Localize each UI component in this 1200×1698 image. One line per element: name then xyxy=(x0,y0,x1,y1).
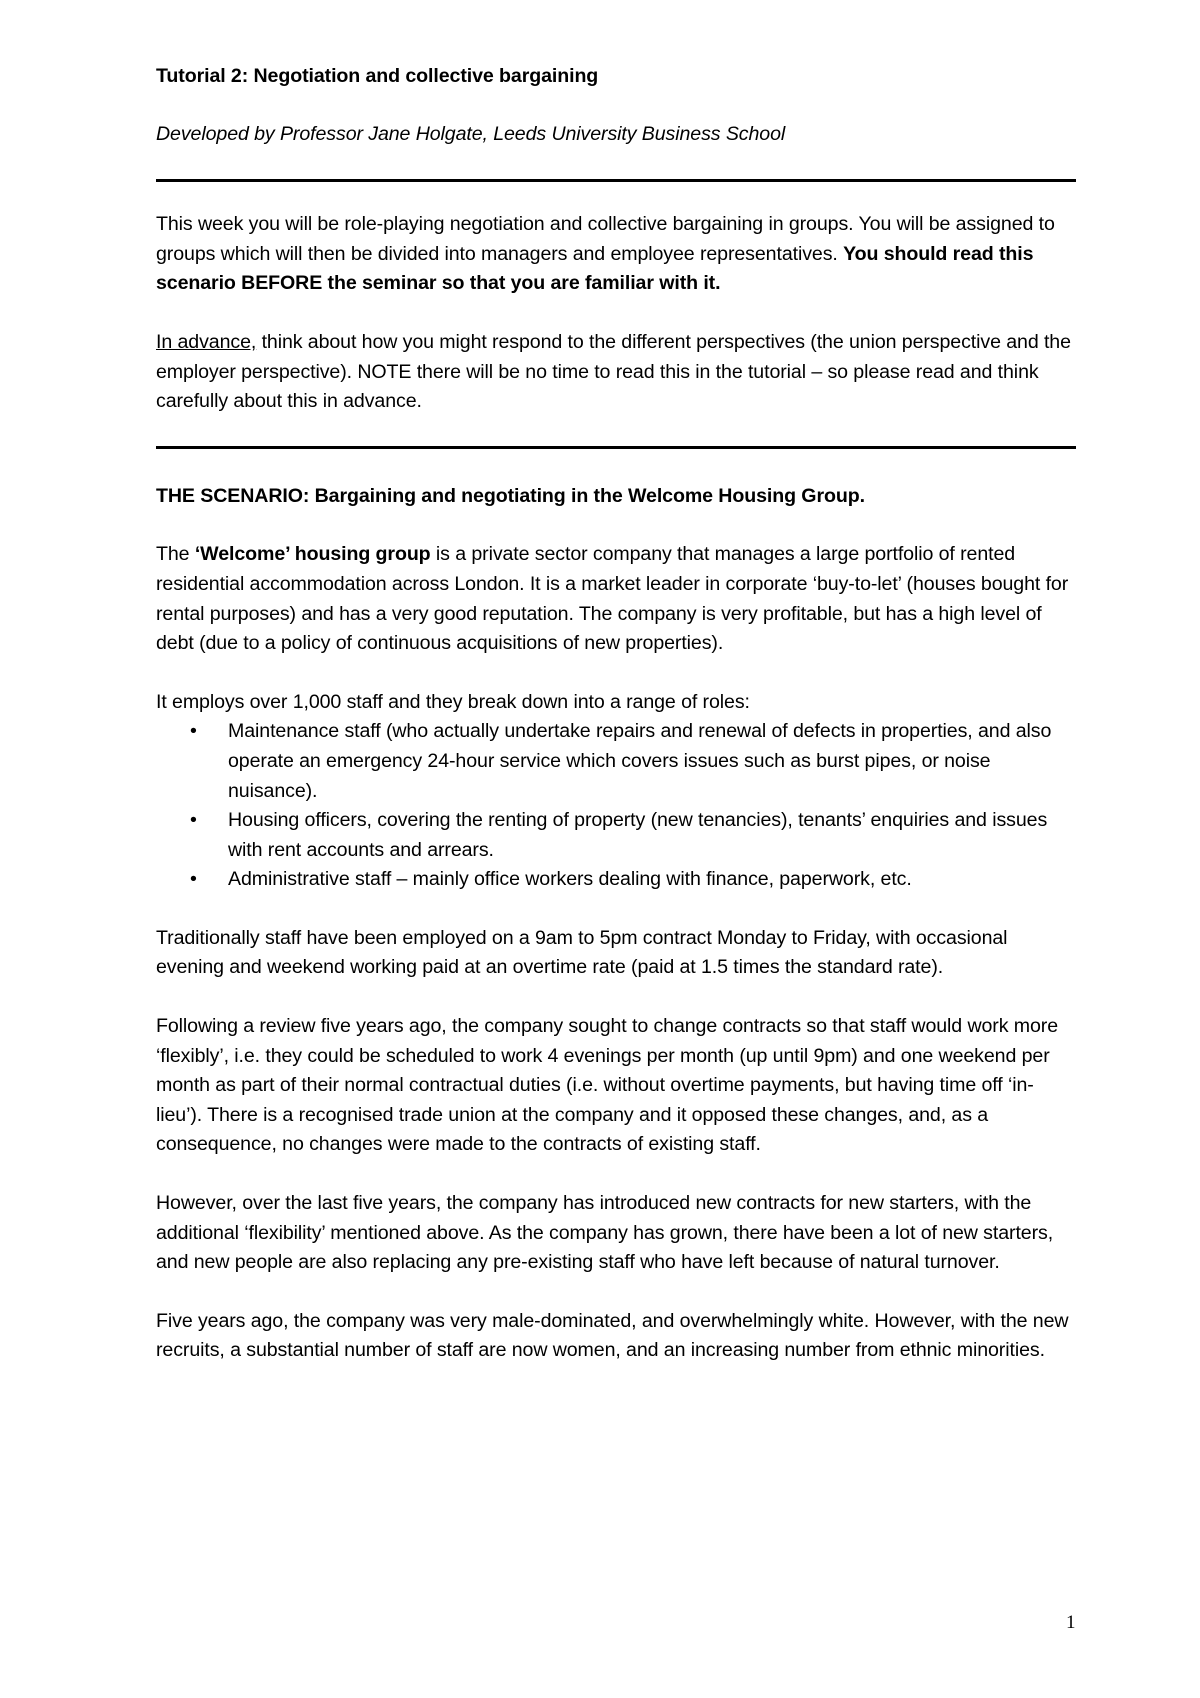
advance-underlined: In advance, xyxy=(156,330,257,353)
paragraph-new-starters: However, over the last five years, the company has introduced new contracts for new starters, with the additional ‘flexibility’ mentioned above. As the company has grown, there have been a lot of new starters, and new people are also replacing any pre-existing staff who have left because of natural turnover. xyxy=(156,1192,1054,1274)
scenario-intro-pre: The xyxy=(156,543,195,566)
bullet-icon: • xyxy=(190,868,197,891)
scenario-intro-post: is a private sector company that manages a large portfolio of rented residential accommodation across London. It is a market leader in corporate ‘buy-to-let’ (houses bought for rental purposes) and has a very good reputation. The company is very profitable, but has a high level of debt (due to a policy of continuous acquisitions of new properties). xyxy=(156,543,1069,655)
paragraph-contracts: Traditionally staff have been employed on a 9am to 5pm contract Monday to Friday, with occasional evening and weekend working paid at an overtime rate (paid at 1.5 times the standard rate). xyxy=(156,926,1008,979)
intro-text: This week you will be role-playing negotiation and collective bargaining in groups. You will be assigned to groups which will then be divided into managers and employee representatives. xyxy=(156,213,1055,265)
intro-paragraph xyxy=(156,210,1076,299)
roles-intro: It employs over 1,000 staff and they break down into a range of roles: xyxy=(156,690,750,713)
paragraph-review: Following a review five years ago, the company sought to change contracts so that staff would work more ‘flexibly’, i.e. they could be scheduled to work 4 evenings per month (up until 9pm) and one weekend per month as part of their normal contractual duties (i.e. without overtime payments, but having time off ‘in-lieu’). There is a recognised trade union at the company and it opposed these changes, and, as a consequence, no changes were made to the contracts of existing staff. xyxy=(156,1015,1059,1156)
advance-paragraph xyxy=(156,328,1076,417)
page-number: 1 xyxy=(1066,1612,1076,1633)
company-name: ‘Welcome’ housing group xyxy=(194,543,431,566)
intro-bold-instruction: You should read this scenario BEFORE the seminar so that you are familiar with it. xyxy=(156,242,1034,295)
page-title: Tutorial 2: Negotiation and collective bargaining xyxy=(156,65,599,87)
bullet-icon: • xyxy=(190,720,197,743)
roles-list xyxy=(156,717,1076,895)
document-body xyxy=(156,62,1076,1366)
list-item-text: Administrative staff – mainly office workers dealing with finance, paperwork, etc. xyxy=(228,868,912,891)
bullet-icon: • xyxy=(190,809,197,832)
list-item-text: Maintenance staff (who actually undertake repairs and renewal of defects in properties, and also operate an emergency 24-hour service which covers issues such as burst pipes, or noise nuisance). xyxy=(228,720,1052,802)
scenario-intro-paragraph xyxy=(156,540,1076,658)
list-item xyxy=(156,865,1076,895)
list-item-text: Housing officers, covering the renting of property (new tenancies), tenants’ enquiries and issues with rent accounts and arrears. xyxy=(228,809,1048,861)
advance-text: think about how you might respond to the different perspectives (the union perspective and the employer perspective). NOTE there will be no time to read this in the tutorial – so please read and think carefully about this in advance. xyxy=(156,330,1071,413)
divider-top xyxy=(156,179,1076,182)
paragraph-demographics: Five years ago, the company was very male-dominated, and overwhelmingly white. However, with the new recruits, a substantial number of staff are now women, and an increasing number from ethnic minorities. xyxy=(156,1309,1069,1362)
author-credit: Developed by Professor Jane Holgate, Leeds University Business School xyxy=(156,122,786,145)
scenario-heading: THE SCENARIO: Bargaining and negotiating in the Welcome Housing Group. xyxy=(156,484,865,507)
list-item xyxy=(156,806,1076,865)
divider-bottom xyxy=(156,446,1076,449)
list-item xyxy=(156,717,1076,806)
